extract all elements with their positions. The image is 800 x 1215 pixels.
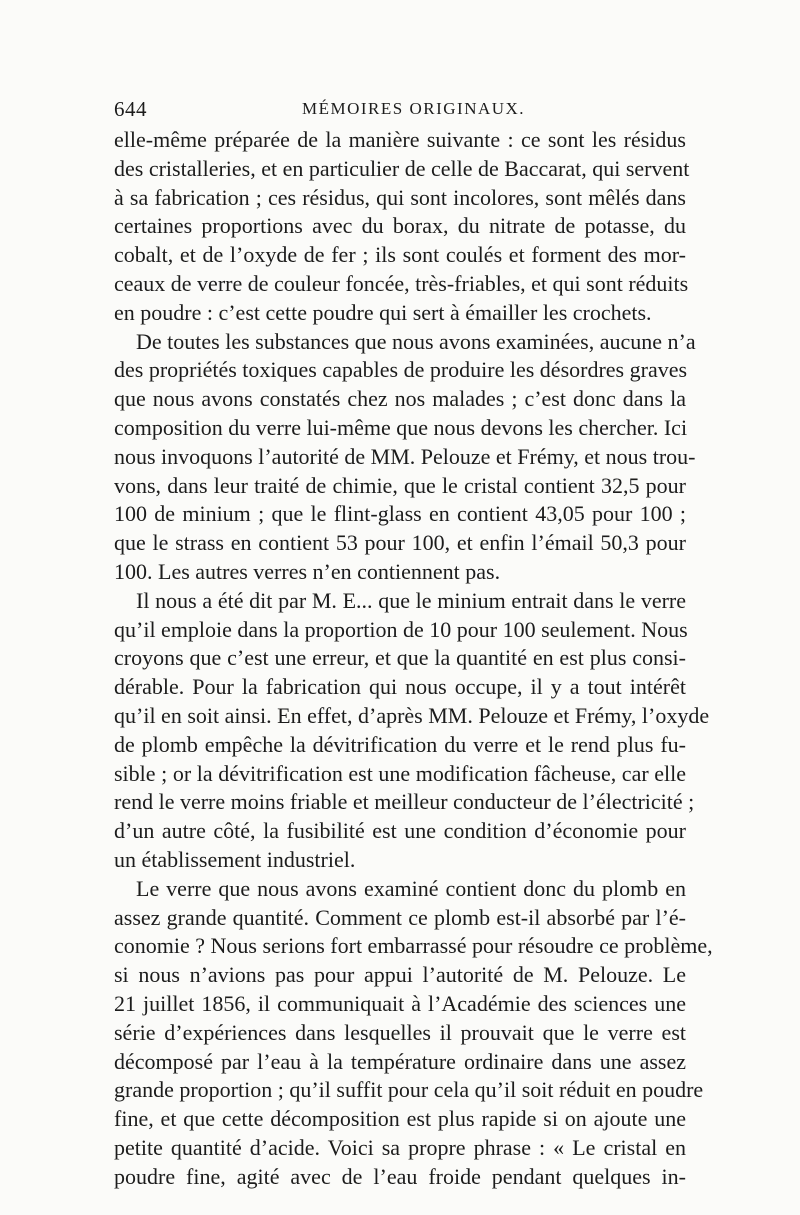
text-line: petite quantité d’acide. Voici sa propre phrase : « Le cristal en	[114, 1134, 686, 1160]
text-line: en poudre : c’est cette poudre qui sert à émailler les crochets.	[114, 299, 652, 325]
text-line: si nous n’avions pas pour appui l’autorité de M. Pelouze. Le	[114, 962, 686, 988]
text-line: certaines proportions avec du borax, du nitrate de potasse, du	[114, 213, 686, 239]
text-line: que le strass en contient 53 pour 100, et enfin l’émail 50,3 pour	[114, 530, 686, 556]
text-line: 21 juillet 1856, il communiquait à l’Académie des sciences une	[114, 990, 686, 1016]
text-line: sible ; or la dévitrification est une modification fâcheuse, car elle	[114, 760, 686, 786]
text-line: cobalt, et de l’oxyde de fer ; ils sont coulés et forment des mor-	[114, 242, 686, 268]
text-line: poudre fine, agité avec de l’eau froide pendant quelques in-	[114, 1163, 686, 1189]
text-line: elle-même préparée de la manière suivante : ce sont les résidus	[114, 127, 686, 152]
text-line: rend le verre moins friable et meilleur conducteur de l’électricité ;	[114, 789, 695, 815]
text-line: assez grande quantité. Comment ce plomb est-il absorbé par l’é-	[114, 904, 686, 930]
text-line: dérable. Pour la fabrication qui nous occupe, il y a tout intérêt	[114, 674, 686, 700]
text-line: un établissement industriel.	[114, 846, 356, 872]
text-line: composition du verre lui-même que nous devons les chercher. Ici	[114, 414, 688, 440]
page-header	[114, 97, 686, 119]
text-line: d’un autre côté, la fusibilité est une condition d’économie pour	[114, 818, 686, 844]
text-line: De toutes les substances que nous avons examinées, aucune n’a	[136, 328, 696, 354]
text-line: Il nous a été dit par M. E... que le minium entrait dans le verre	[136, 587, 686, 613]
text-line: décomposé par l’eau à la température ordinaire dans une assez	[114, 1048, 686, 1074]
text-line: nous invoquons l’autorité de MM. Pelouze et Frémy, et nous trou-	[114, 443, 696, 469]
body-text	[114, 126, 713, 1191]
text-line: de plomb empêche la dévitrification du verre et le rend plus fu-	[114, 731, 686, 757]
text-line: des propriétés toxiques capables de produire les désordres graves	[114, 357, 688, 383]
text-line: à sa fabrication ; ces résidus, qui sont incolores, sont mêlés dans	[114, 184, 686, 210]
text-line: que nous avons constatés chez nos malades ; c’est donc dans la	[114, 386, 686, 412]
text-line: vons, dans leur traité de chimie, que le cristal contient 32,5 pour	[114, 472, 686, 498]
text-line: conomie ? Nous serions fort embarrassé pour résoudre ce problème,	[114, 933, 713, 959]
text-line: des cristalleries, et en particulier de celle de Baccarat, qui servent	[114, 155, 690, 181]
text-line: série d’expériences dans lesquelles il prouvait que le verre est	[114, 1019, 686, 1045]
running-title: MÉMOIRES ORIGINAUX.	[302, 99, 526, 118]
text-line: 100. Les autres verres n’en contiennent pas.	[114, 558, 501, 584]
text-line: qu’il en soit ainsi. En effet, d’après MM. Pelouze et Frémy, l’oxyde	[114, 702, 710, 728]
page-number: 644	[114, 97, 147, 121]
text-line: qu’il emploie dans la proportion de 10 pour 100 seulement. Nous	[114, 616, 688, 642]
text-line: ceaux de verre de couleur foncée, très-friables, et qui sont réduits	[114, 270, 689, 296]
text-line: fine, et que cette décomposition est plus rapide si on ajoute une	[114, 1106, 686, 1132]
text-line: croyons que c’est une erreur, et que la quantité en est plus consi-	[114, 645, 686, 671]
text-line: grande proportion ; qu’il suffit pour cela qu’il soit réduit en poudre	[114, 1077, 704, 1103]
text-line: Le verre que nous avons examiné contient donc du plomb en	[136, 875, 686, 901]
text-line: 100 de minium ; que le flint-glass en contient 43,05 pour 100 ;	[114, 501, 686, 527]
